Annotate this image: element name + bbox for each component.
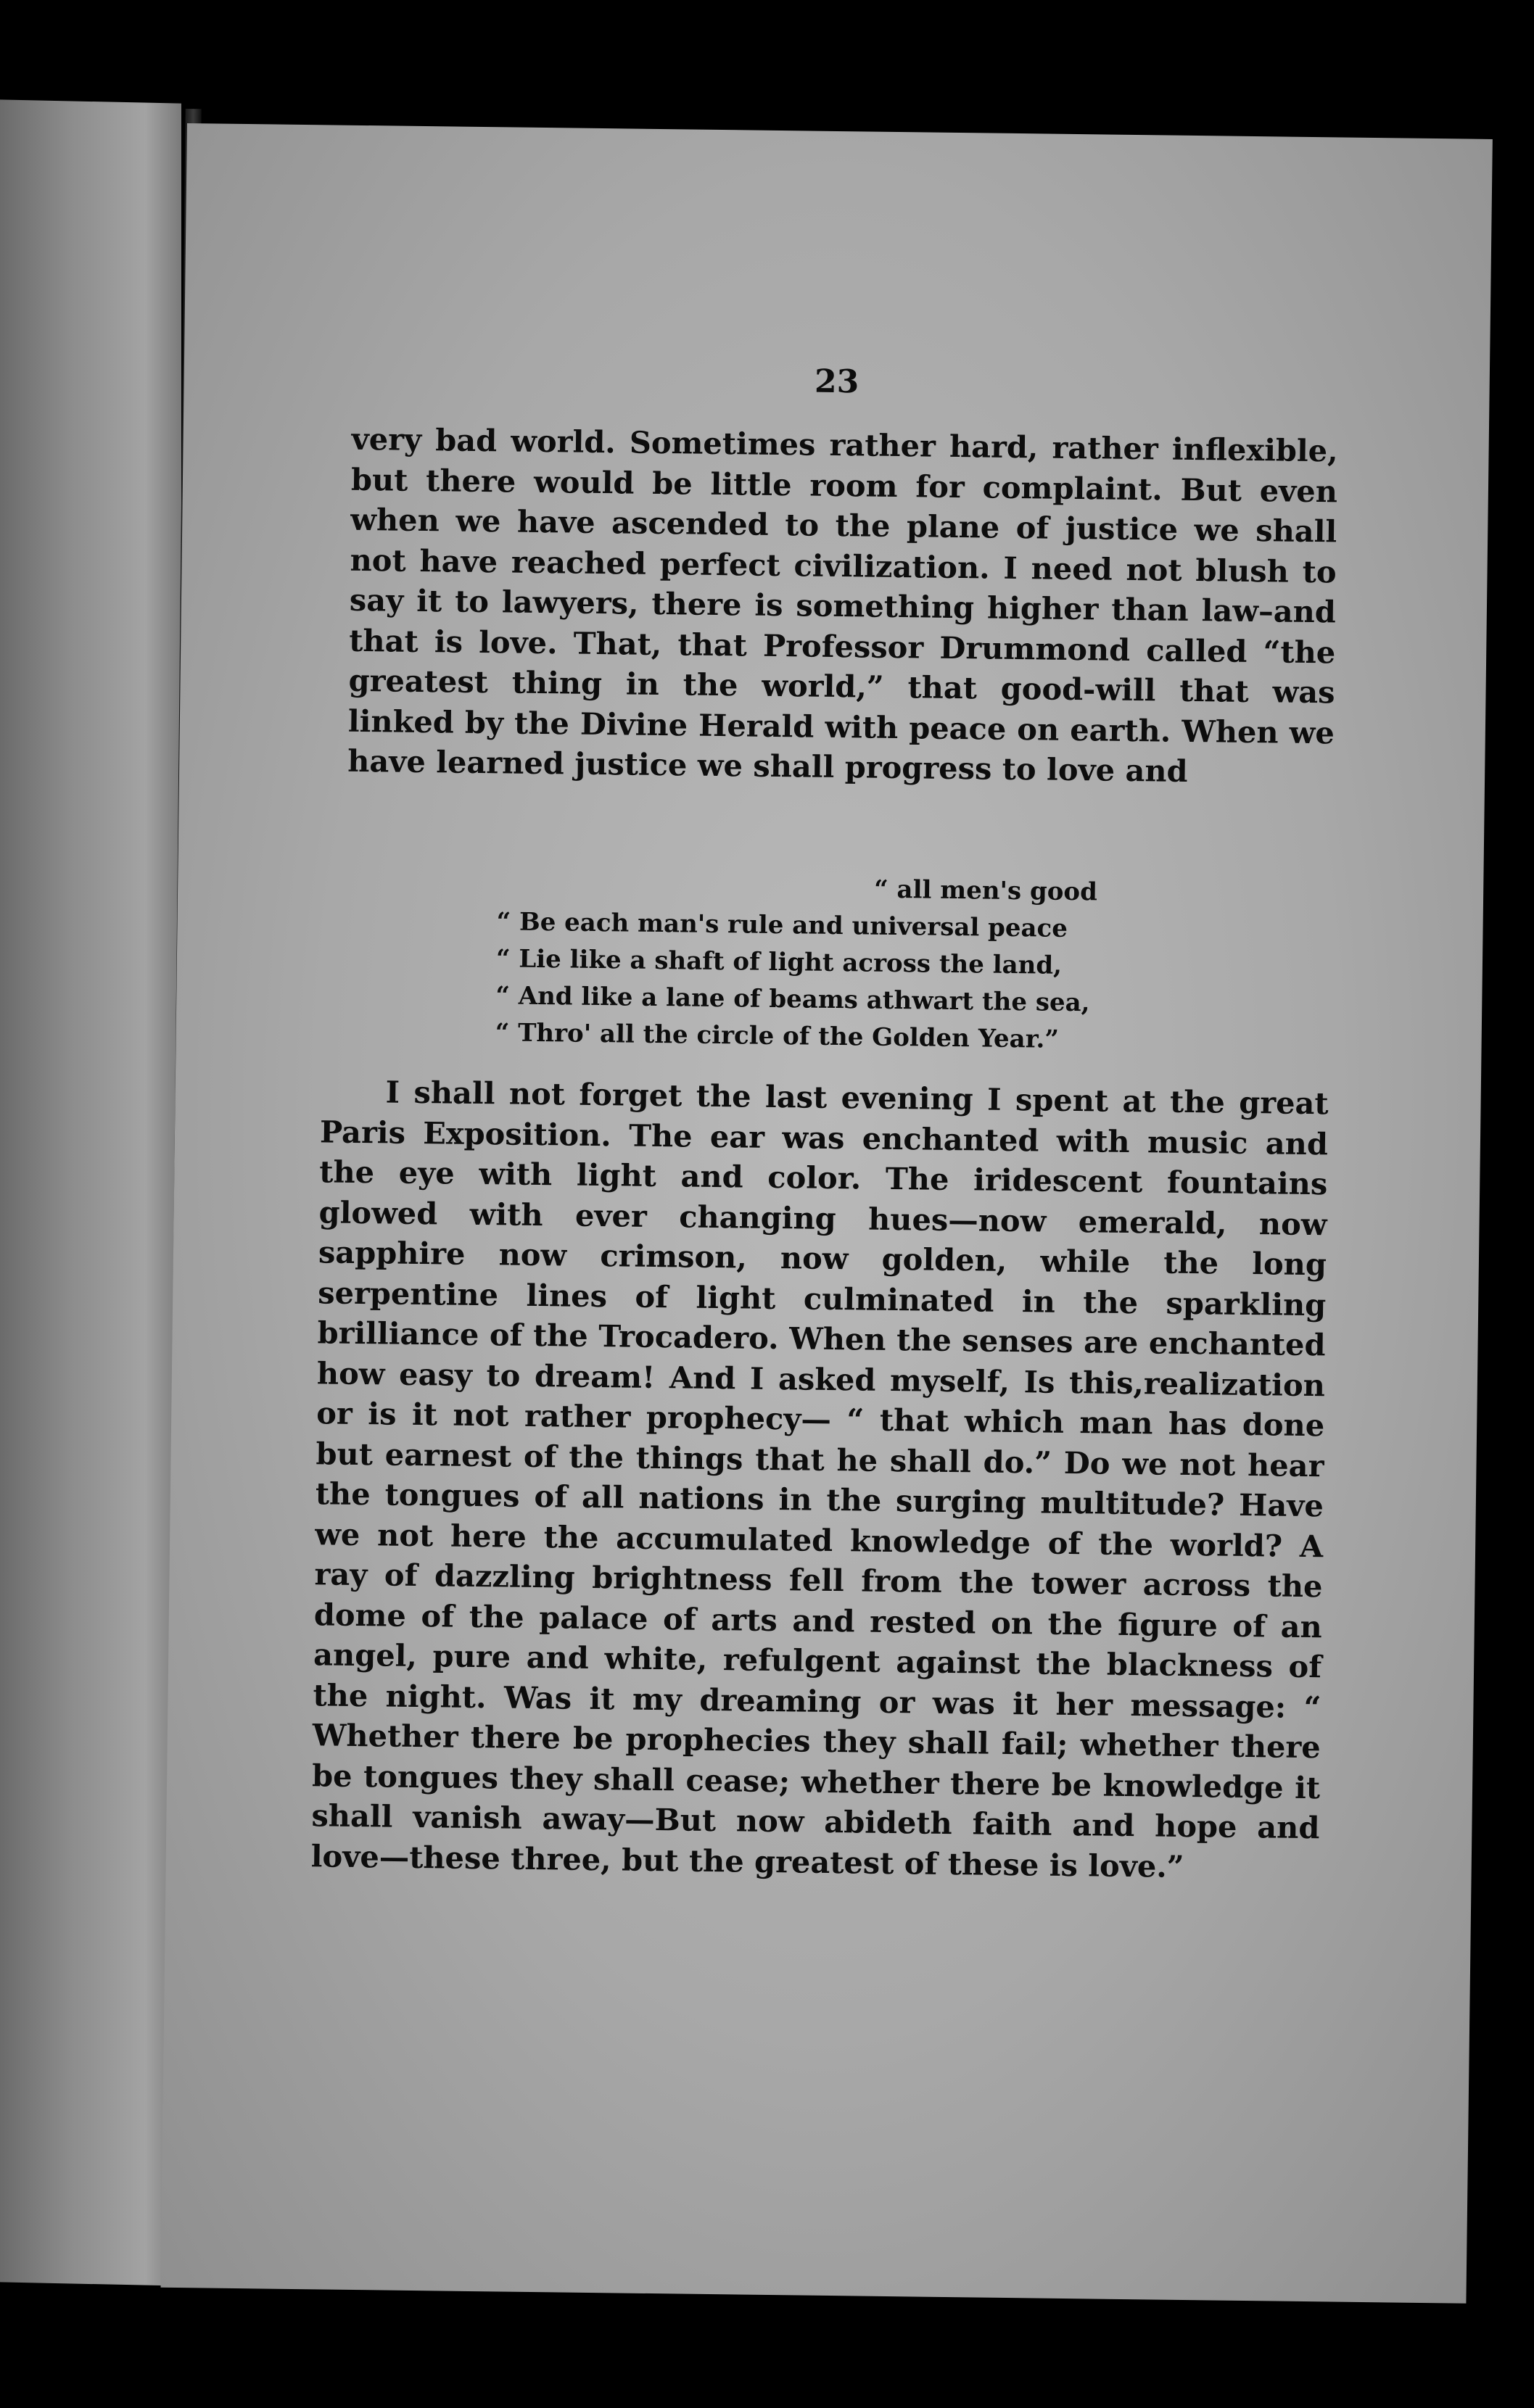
page-number: 23 — [814, 363, 859, 401]
verse-line: “ And like a lane of beams athwart the sea, — [495, 981, 1090, 1018]
verse-line: “ all men's good — [873, 874, 1098, 907]
verse-line: “ Be each man's rule and universal peace — [496, 907, 1068, 943]
verse-line: “ Lie like a shaft of light across the land, — [495, 944, 1063, 980]
facing-page-edge — [0, 99, 181, 2285]
book-page — [161, 123, 1493, 2304]
page-body — [161, 123, 1493, 2304]
poem-quotation — [495, 866, 1150, 1059]
paragraph-1: very bad world. Sometimes rather hard, rather inflexible, but there would be little room for complaint. But even when we have ascended to the plane of justice we shall not have reached perfect civilization. I need not blush to say it to lawyers, there is something higher than law–and that is love. That, that Professor Drummond called “the greatest thing in the world,” that good-will that was linked by the Divine Herald with peace on earth. When we have learned justice we shall progress to love and — [347, 421, 1338, 789]
verse-line: “ Thro' all the circle of the Golden Year.” — [495, 1018, 1060, 1054]
paragraph-2: I shall not forget the last evening I spent at the great Paris Exposition. The ear was enchanted with music and the eye with light and color. The iridescent fountains glowed with ever changing hues—now emerald, now sapphire now crimson, now golden, while the long serpentine lines of light culminated in the sparkling brilliance of the Trocadero. When the senses are enchanted how easy to dream! And I asked myself, Is this,realization or is it not rather prophecy— “ that which man has done but earnest of the things that he shall do.” Do we not hear the tongues of all nations in the surging multitude? Have we not here the accumulated knowledge of the world? A ray of dazzling brightness fell from the tower across the dome of the palace of arts and rested on the figure of an angel, pure and white, refulgent against the blackness of the night. Was it my dreaming or was it her message: “ Whether there be prophecies they shall fail; whether there be tongues they shall cease; whether there be knowledge it shall vanish away—But now abideth faith and hope and love—these three, but the greatest of these is love.” — [310, 1074, 1329, 1884]
